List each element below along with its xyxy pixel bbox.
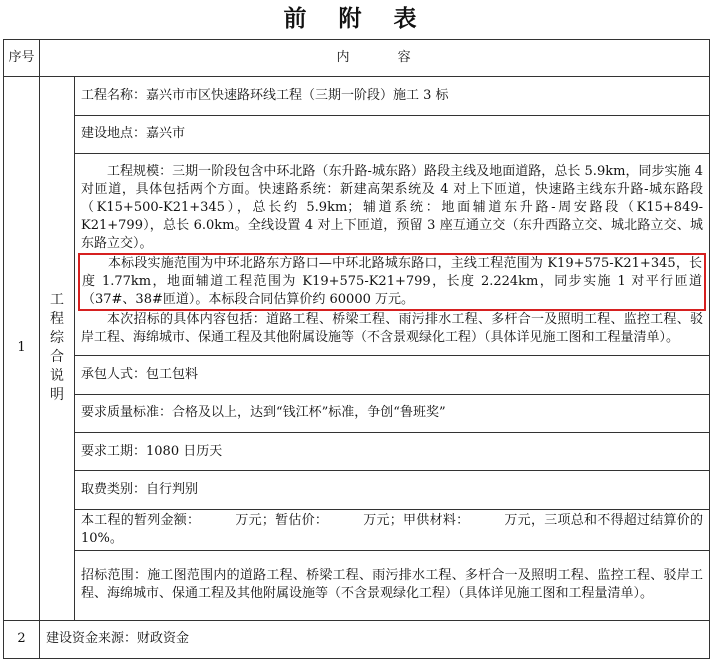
project-scale: 工程规模：三期一阶段包含中环北路（东升路-城东路）路段主线及地面道路，总长 5.9km，同步实施 4 对匝道，具体包括两个方面。快速路系统：新建高架系统及 4 对上下匝道，快速路主线东升路-城东路段（K15+500-K21+345），总长约 5.9km；辅道系统：地面辅道东升路-周安路段（K15+849-K21+799），总长 6.0km。全线设置 4 对上下匝道，预留 3 座互通立交（东升西路立交、城北路立交、城东路立交）。 xyxy=(81,163,704,251)
table-row xyxy=(4,551,710,620)
section-scope: 本标段实施范围为中环北路东方路口—中环北路城东路口，主线工程范围为 K19+575-K21+345，长度 1.77km，地面辅道工程范围为 K19+575-K21+799，长度 2.224km，同步实施 1 对平行匝道（37#、38#匝道）。本标段合同估算价约 60000 万元。 xyxy=(82,255,703,307)
front-table xyxy=(3,39,710,659)
row-2-seq: 2 xyxy=(4,620,40,658)
table-row xyxy=(4,154,710,356)
construction-site: 建设地点：嘉兴市 xyxy=(75,115,710,153)
page-title: 前 附 表 xyxy=(283,5,429,32)
header-seq: 序号 xyxy=(4,40,40,77)
table-row xyxy=(4,432,710,470)
bid-scope-cell xyxy=(75,551,710,620)
table-row xyxy=(4,620,710,658)
duration: 要求工期：1080 日历天 xyxy=(75,432,710,470)
bid-scope: 招标范围：施工图范围内的道路工程、桥梁工程、雨污排水工程、多杆合一及照明工程、监控工程、驳岸工程、海绵城市、保通工程及其他附属设施等（不含景观绿化工程）（具体详见施工图和工程量清单）。 xyxy=(81,568,704,602)
table-row xyxy=(4,394,710,432)
contract-mode: 承包人式：包工包料 xyxy=(75,356,710,394)
table-row xyxy=(4,509,710,550)
table-row xyxy=(4,471,710,509)
row-1-category: 工程综合说明 xyxy=(40,77,75,620)
project-scale-cell xyxy=(75,154,710,356)
header-content: 内 容 xyxy=(40,40,710,77)
table-row xyxy=(4,356,710,394)
header-row xyxy=(4,40,710,77)
table-row xyxy=(4,77,710,115)
funding-source: 建设资金来源：财政资金 xyxy=(40,620,710,658)
highlight-box xyxy=(78,253,706,311)
bid-content: 本次招标的具体内容包括：道路工程、桥梁工程、雨污排水工程、多杆合一及照明工程、监控工程、驳岸工程、海绵城市、保通工程及其他附属设施等（不含景观绿化工程）（具体详见施工图和工程量清单）。 xyxy=(81,311,704,345)
provisional-sum: 本工程的暂列金额： 万元；暂估价： 万元；甲供材料： 万元，三项总和不得超过结算价的 10%。 xyxy=(81,512,708,546)
project-name: 工程名称：嘉兴市市区快速路环线工程（三期一阶段）施工 3 标 xyxy=(75,77,710,115)
fee-category: 取费类别：自行判别 xyxy=(75,471,710,509)
quality-standard: 要求质量标准：合格及以上，达到“钱江杯”标准，争创“鲁班奖” xyxy=(75,394,710,432)
provisional-sum-cell xyxy=(75,509,710,550)
table-row xyxy=(4,115,710,153)
row-1-seq: 1 xyxy=(4,77,40,620)
